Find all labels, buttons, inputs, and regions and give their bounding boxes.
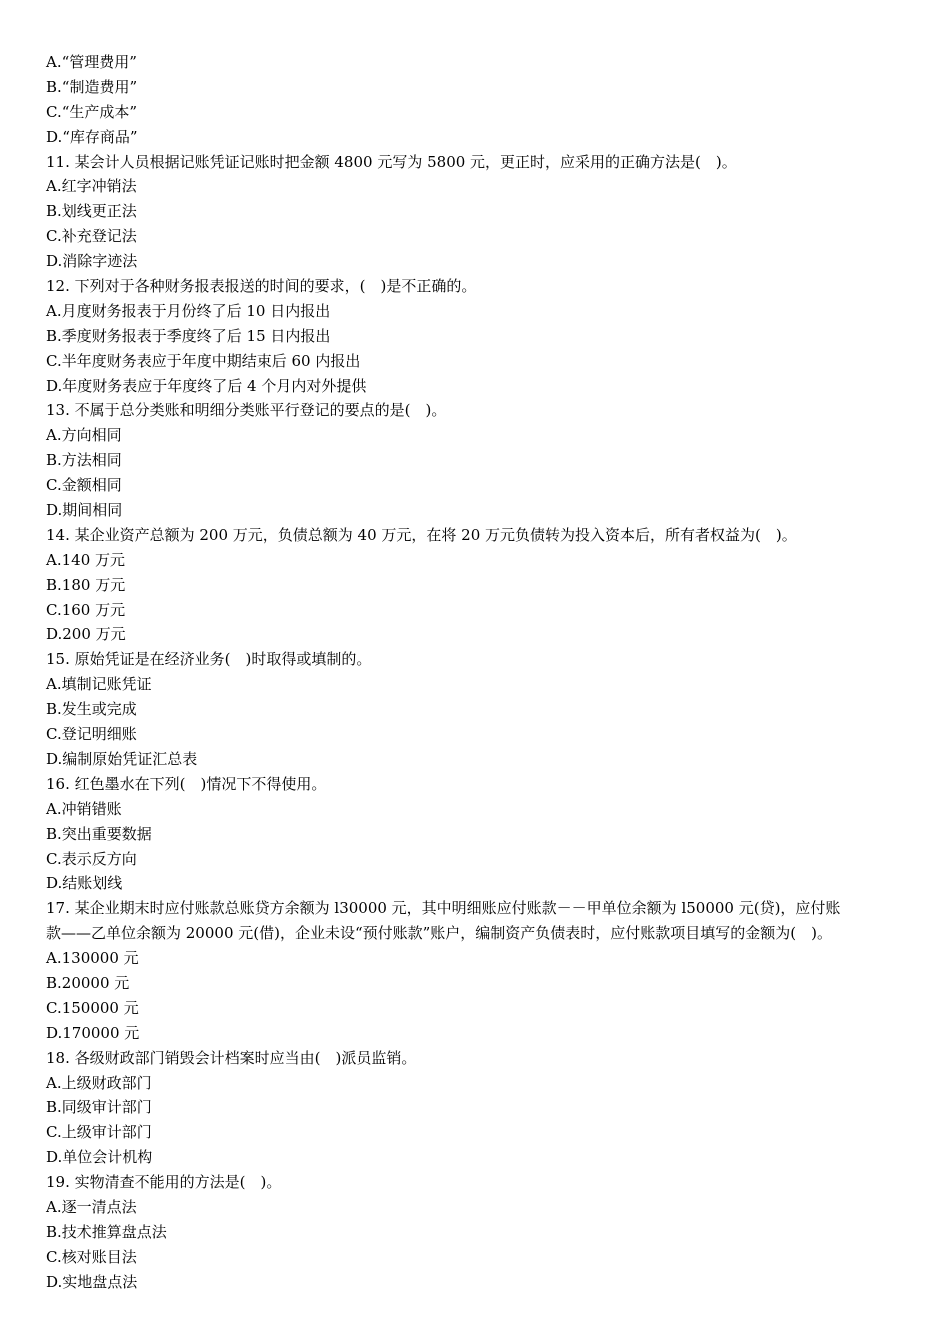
option-text: D.“库存商品”: [46, 127, 138, 146]
question-16: 16. 红色墨水在下列( )情况下不得使用。: [46, 774, 327, 793]
option-text: A.红字冲销法: [46, 177, 137, 196]
option-text: C.补充登记法: [46, 227, 137, 246]
option-text: C.半年度财务表应于年度中期结束后 60 内报出: [46, 351, 361, 370]
option-text: C.“生产成本”: [46, 102, 138, 121]
option-text: A.冲销错账: [46, 799, 122, 818]
option-text: C.核对账目法: [46, 1247, 137, 1266]
option-text: A.逐一清点法: [46, 1197, 137, 1216]
question-17-line-2: 款——乙单位余额为 20000 元(借)，企业未设“预付账款”账户，编制资产负债表时，应付账款项目填写的金额为( )。: [46, 924, 833, 943]
option-text: A.上级财政部门: [46, 1073, 152, 1092]
option-text: D.年度财务表应于年度终了后 4 个月内对外提供: [46, 376, 367, 395]
option-text: A.“管理费用”: [46, 53, 137, 71]
option-text: B.发生或完成: [46, 700, 137, 719]
option-text: B.方法相同: [46, 451, 122, 470]
option-text: B.突出重要数据: [46, 824, 152, 843]
option-text: A.130000 元: [46, 949, 139, 968]
option-text: C.金额相同: [46, 476, 122, 495]
question-14: 14. 某企业资产总额为 200 万元，负债总额为 40 万元，在将 20 万元负债转为投入资本后，所有者权益为( )。: [46, 525, 797, 544]
option-text: A.方向相同: [46, 426, 122, 445]
option-text: A.140 万元: [46, 550, 125, 569]
question-19: 19. 实物清查不能用的方法是( )。: [46, 1173, 282, 1192]
option-text: D.200 万元: [46, 625, 126, 644]
option-text: D.期间相同: [46, 501, 123, 520]
option-text: D.消除字迹法: [46, 252, 138, 271]
option-text: C.160 万元: [46, 600, 126, 619]
question-15: 15. 原始凭证是在经济业务( )时取得或填制的。: [46, 650, 372, 669]
question-13: 13. 不属于总分类账和明细分类账平行登记的要点的是( )。: [46, 401, 447, 420]
option-text: D.单位会计机构: [46, 1148, 153, 1167]
question-12: 12. 下列对于各种财务报表报送的时间的要求，( )是不正确的。: [46, 277, 477, 296]
option-text: D.编制原始凭证汇总表: [46, 749, 198, 768]
question-17-line-1: 17. 某企业期末时应付账款总账贷方余额为 l30000 元，其中明细账应付账款－－甲单位余额为 l50000 元(贷)，应付账: [46, 899, 841, 918]
option-text: A.填制记账凭证: [46, 675, 152, 694]
option-text: B.20000 元: [46, 973, 130, 992]
question-11: 11. 某会计人员根据记账凭证记账时把金额 4800 元写为 5800 元，更正时，应采用的正确方法是( )。: [46, 152, 737, 171]
option-text: C.登记明细账: [46, 725, 137, 744]
option-text: B.划线更正法: [46, 202, 137, 221]
option-text: D.结账划线: [46, 874, 123, 893]
option-text: A.月度财务报表于月份终了后 10 日内报出: [46, 301, 331, 320]
option-text: C.表示反方向: [46, 849, 137, 868]
option-text: D.170000 元: [46, 1023, 140, 1042]
option-text: B.季度财务报表于季度终了后 15 日内报出: [46, 326, 331, 345]
option-text: D.实地盘点法: [46, 1272, 138, 1291]
option-text: B.180 万元: [46, 575, 126, 594]
option-text: B.同级审计部门: [46, 1098, 152, 1117]
option-text: B.“制造费用”: [46, 77, 138, 96]
option-text: C.150000 元: [46, 998, 139, 1017]
question-18: 18. 各级财政部门销毁会计档案时应当由( )派员监销。: [46, 1048, 417, 1067]
option-text: C.上级审计部门: [46, 1123, 152, 1142]
option-text: B.技术推算盘点法: [46, 1222, 167, 1241]
